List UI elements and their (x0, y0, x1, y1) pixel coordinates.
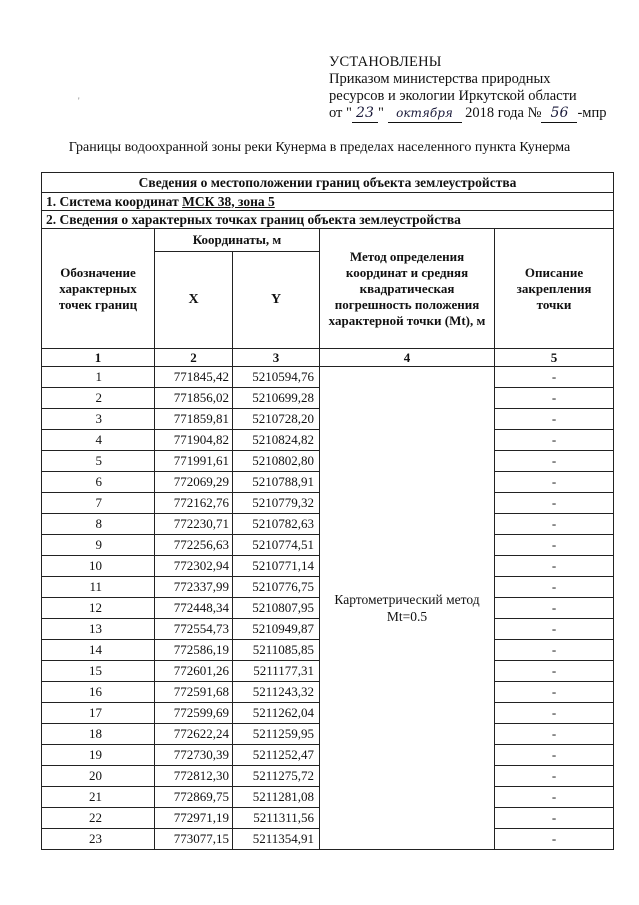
point-number-cell: 5 (42, 451, 155, 472)
y-coordinate-cell: 5211085,85 (233, 640, 320, 661)
point-number-cell: 22 (42, 808, 155, 829)
point-number-cell: 20 (42, 766, 155, 787)
order-suffix: -мпр (577, 105, 607, 121)
x-coordinate-cell: 772554,73 (155, 619, 233, 640)
point-number-cell: 6 (42, 472, 155, 493)
description-cell: - (495, 829, 614, 850)
y-coordinate-cell: 5210594,76 (233, 367, 320, 388)
description-cell: - (495, 619, 614, 640)
approval-title: УСТАНОВЛЕНЫ (329, 54, 442, 70)
y-coordinate-cell: 5210776,75 (233, 577, 320, 598)
description-cell: - (495, 451, 614, 472)
description-cell: - (495, 388, 614, 409)
x-coordinate-cell: 771859,81 (155, 409, 233, 430)
coordinate-system-row (42, 193, 614, 211)
description-cell: - (495, 472, 614, 493)
point-number-cell: 23 (42, 829, 155, 850)
column-header-description: Описание закрепления точки (495, 229, 614, 349)
column-header-y: Y (233, 252, 320, 349)
y-coordinate-cell: 5210774,51 (233, 535, 320, 556)
points-section-title: 2. Сведения о характерных точках границ объекта землеустройства (42, 211, 614, 229)
point-number-cell: 21 (42, 787, 155, 808)
point-number-cell: 2 (42, 388, 155, 409)
point-number-cell: 12 (42, 598, 155, 619)
coordinate-system-value: МСК 38, зона 5 (182, 193, 275, 209)
x-coordinate-cell: 772730,39 (155, 745, 233, 766)
x-coordinate-cell: 772599,69 (155, 703, 233, 724)
description-cell: - (495, 724, 614, 745)
column-number: 4 (320, 349, 495, 367)
x-coordinate-cell: 772622,24 (155, 724, 233, 745)
x-coordinate-cell: 772069,29 (155, 472, 233, 493)
column-header-coordinates: Координаты, м (155, 229, 320, 252)
section-title: Сведения о местоположении границ объекта землеустройства (42, 173, 614, 193)
description-cell: - (495, 493, 614, 514)
approval-date-line (329, 105, 606, 123)
date-prefix: от " (329, 105, 352, 121)
approval-line-1: Приказом министерства природных (329, 71, 551, 87)
method-cell: Картометрический метод Mt=0.5 (320, 367, 495, 850)
point-number-cell: 18 (42, 724, 155, 745)
point-number-cell: 9 (42, 535, 155, 556)
y-coordinate-cell: 5210771,14 (233, 556, 320, 577)
y-coordinate-cell: 5210802,80 (233, 451, 320, 472)
description-cell: - (495, 367, 614, 388)
x-coordinate-cell: 772601,26 (155, 661, 233, 682)
handwritten-month: октября (388, 105, 462, 123)
handwritten-day: 23 (352, 105, 378, 123)
column-number: 3 (233, 349, 320, 367)
y-coordinate-cell: 5211262,04 (233, 703, 320, 724)
point-number-cell: 4 (42, 430, 155, 451)
point-number-cell: 10 (42, 556, 155, 577)
y-coordinate-cell: 5211311,56 (233, 808, 320, 829)
y-coordinate-cell: 5210782,63 (233, 514, 320, 535)
x-coordinate-cell: 773077,15 (155, 829, 233, 850)
column-header-point: Обозначение характерных точек границ (42, 229, 155, 349)
x-coordinate-cell: 772591,68 (155, 682, 233, 703)
column-number: 1 (42, 349, 155, 367)
description-cell: - (495, 409, 614, 430)
column-number: 2 (155, 349, 233, 367)
description-cell: - (495, 745, 614, 766)
description-cell: - (495, 514, 614, 535)
y-coordinate-cell: 5211243,32 (233, 682, 320, 703)
description-cell: - (495, 577, 614, 598)
y-coordinate-cell: 5210779,32 (233, 493, 320, 514)
point-number-cell: 8 (42, 514, 155, 535)
approval-line-2: ресурсов и экологии Иркутской области (329, 88, 577, 104)
description-cell: - (495, 598, 614, 619)
description-cell: - (495, 640, 614, 661)
point-number-cell: 13 (42, 619, 155, 640)
handwritten-order-number: 56 (541, 105, 577, 123)
description-cell: - (495, 535, 614, 556)
x-coordinate-cell: 772230,71 (155, 514, 233, 535)
date-mid: " (377, 105, 384, 121)
scan-speck: ' (78, 96, 80, 106)
description-cell: - (495, 682, 614, 703)
x-coordinate-cell: 772256,63 (155, 535, 233, 556)
description-cell: - (495, 808, 614, 829)
y-coordinate-cell: 5211177,31 (233, 661, 320, 682)
x-coordinate-cell: 771904,82 (155, 430, 233, 451)
x-coordinate-cell: 772448,34 (155, 598, 233, 619)
description-cell: - (495, 787, 614, 808)
x-coordinate-cell: 772869,75 (155, 787, 233, 808)
y-coordinate-cell: 5210824,82 (233, 430, 320, 451)
year-text: 2018 года № (465, 105, 542, 121)
x-coordinate-cell: 772337,99 (155, 577, 233, 598)
description-cell: - (495, 556, 614, 577)
y-coordinate-cell: 5210807,95 (233, 598, 320, 619)
y-coordinate-cell: 5211281,08 (233, 787, 320, 808)
boundary-points-table (41, 172, 614, 850)
point-number-cell: 3 (42, 409, 155, 430)
y-coordinate-cell: 5211275,72 (233, 766, 320, 787)
document-title: Границы водоохранной зоны реки Кунерма в пределах населенного пункта Кунерма (68, 140, 571, 155)
description-cell: - (495, 661, 614, 682)
x-coordinate-cell: 772971,19 (155, 808, 233, 829)
column-numbers-row (42, 349, 614, 367)
point-number-cell: 15 (42, 661, 155, 682)
x-coordinate-cell: 772302,94 (155, 556, 233, 577)
table-row (42, 367, 614, 388)
column-header-x: X (155, 252, 233, 349)
column-header-method: Метод определения координат и средняя квадратическая погрешность положения характерной точки (Mt), м (320, 229, 495, 349)
x-coordinate-cell: 772812,30 (155, 766, 233, 787)
description-cell: - (495, 766, 614, 787)
y-coordinate-cell: 5211354,91 (233, 829, 320, 850)
y-coordinate-cell: 5210728,20 (233, 409, 320, 430)
column-number: 5 (495, 349, 614, 367)
x-coordinate-cell: 772586,19 (155, 640, 233, 661)
point-number-cell: 1 (42, 367, 155, 388)
point-number-cell: 19 (42, 745, 155, 766)
description-cell: - (495, 430, 614, 451)
y-coordinate-cell: 5210699,28 (233, 388, 320, 409)
point-number-cell: 11 (42, 577, 155, 598)
y-coordinate-cell: 5211252,47 (233, 745, 320, 766)
description-cell: - (495, 703, 614, 724)
point-number-cell: 7 (42, 493, 155, 514)
point-number-cell: 16 (42, 682, 155, 703)
x-coordinate-cell: 771991,61 (155, 451, 233, 472)
point-number-cell: 17 (42, 703, 155, 724)
x-coordinate-cell: 771856,02 (155, 388, 233, 409)
y-coordinate-cell: 5210788,91 (233, 472, 320, 493)
approval-header (329, 54, 606, 123)
coordinate-system-label: 1. Система координат (46, 193, 183, 209)
y-coordinate-cell: 5210949,87 (233, 619, 320, 640)
y-coordinate-cell: 5211259,95 (233, 724, 320, 745)
point-number-cell: 14 (42, 640, 155, 661)
x-coordinate-cell: 772162,76 (155, 493, 233, 514)
x-coordinate-cell: 771845,42 (155, 367, 233, 388)
